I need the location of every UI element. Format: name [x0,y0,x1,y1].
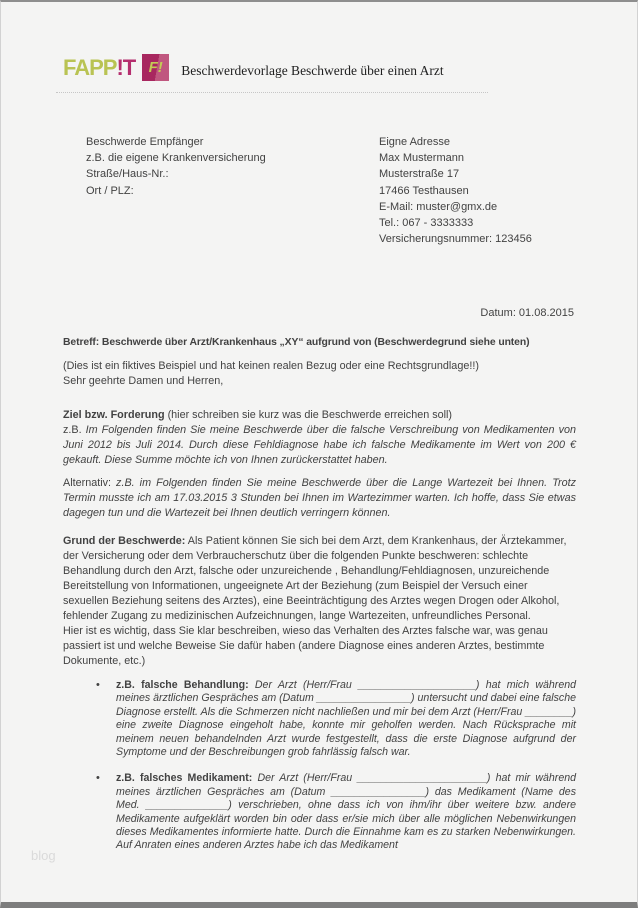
bullet-text [116,679,576,759]
bullet-lead: z.B. falsches Medikament: [116,772,253,785]
goal-example-text: Im Folgenden finden Sie meine Beschwerde über die falsche Verschreibung von Medikamenten von Juni 2012 bis Juli 2014. Durch diese Fehldiagnose habe ich falsche Medikamente im Wert von 200 € gekauft. Diese Summe möchte ich von Ihnen zurückerstattet haben. [63,424,576,466]
list-item [63,772,576,852]
logo-wordmark-green: FAPP [63,54,117,80]
goal-alternative-text: z.B. im Folgenden finden Sie meine Beschwerde über die Lange Wartezeit bei Ihnen. Trotz Termin musste ich am 17.03.2015 3 Stunden bei Ihnen im Wartezimmer warten. Ich hoffe, dass Sie etwas dagegen tun und die Wartezeit bei Ihnen deutlich verringern können. [63,477,576,519]
sender-line: Musterstraße 17 [379,168,460,181]
sender-line: Max Mustermann [379,152,464,165]
bullet-icon: • [96,679,100,691]
reason-lead: Grund der Beschwerde: [63,535,186,547]
sender-line: 17466 Testhausen [379,184,469,197]
sender-address-block [379,134,532,247]
fappit-badge-icon: F! [142,54,169,81]
goal-alternative-lead: Alternativ: [63,477,117,489]
sender-line: Versicherungsnummer: 123456 [379,233,532,246]
recipient-line: Straße/Haus-Nr.: [86,168,169,181]
goal-example-prefix: z.B. [63,424,86,436]
bullet-icon: • [96,772,100,785]
date-line: Datum: 01.08.2015 [480,307,574,319]
bullet-body: Der Arzt (Herr/Frau ______________________) hat mir während meines ärztlichen Gespräches am (Datum ________________) das Medikament (Name des Med. ______________) verschrieben, ohne dass ich von ihm/ihr über weitere bzw. andere Medikamente aufgeklärt worden bin oder dass er/sie mich über alle möglichen Nebenwirkungen dieses Medikamentes informierte hatte. Durch die Einnahme kam es zu starken Nebenwirkungen. Auf Anraten eines anderen Arztes habe ich das Medikament [116,772,577,852]
reason-note-paragraph: Hier ist es wichtig, dass Sie klar beschreiben, wieso das Verhalten des Arztes falsche war, was genau passiert ist und welche Beweise Sie dafür haben (andere Diagnose eines anderen Arztes, bestimmte Dokumente, etc.) [63,625,548,667]
fappit-logo [63,54,136,80]
reason-paragraph [63,534,576,624]
bullet-lead: z.B. falsche Behandlung: [116,679,249,691]
header-divider [56,92,488,93]
sender-line: E-Mail: muster@gmx.de [379,200,498,213]
goal-heading [63,408,576,423]
bullet-text [116,772,576,852]
example-bullet-list [63,679,576,853]
sender-line: Tel.: 067 - 3333333 [379,217,474,230]
letter-page [1,2,637,902]
recipient-line: Beschwerde Empfänger [86,136,204,148]
goal-example-paragraph [63,423,576,468]
document-title: Beschwerdevorlage Beschwerde über einen Arzt [181,62,444,78]
recipient-address-block [86,134,266,199]
sender-line: Eigne Adresse [379,136,450,148]
recipient-line: Ort / PLZ: [86,184,134,197]
subject-line: Betreff: Beschwerde über Arzt/Krankenhaus „XY“ aufgrund von (Beschwerdegrund siehe unten) [63,337,530,348]
goal-heading-lead: Ziel bzw. Forderung [63,409,165,421]
recipient-line: z.B. die eigene Krankenversicherung [86,152,266,165]
salutation-line: Sehr geehrte Damen und Herren, [63,375,224,387]
letter-body [63,335,576,866]
logo-wordmark-pink: !T [116,54,136,80]
goal-heading-hint: (hier schreiben sie kurz was die Beschwerde erreichen soll) [164,409,453,421]
list-item [63,679,576,759]
reason-body: Als Patient können Sie sich bei dem Arzt, dem Krankenhaus, der Ärztekammer, der Versicherung oder dem Verbraucherschutz über die folgenden Punkte beschweren: schlechte Behandlung durch den Arzt, falsche oder unzureichende , Behandlung/Fehldiagnosen, unzureichende Bereitstellung von Informationen, ungeeignete Art der Beziehung (zum Beispiel der Versuch einer sexuellen Beziehung seitens des Arztes), eine Beeinträchtigung des Arztes wegen Drogen oder Alkohol, fehlender Zugang zu medizinischen Aufzeichnungen, lange Wartezeiten, unfreundliches Personal. [63,535,567,622]
bullet-body: Der Arzt (Herr/Frau ____________________) hat mich während meines ärztlichen Gespräches am (Datum ________________) untersucht und dabei eine falsche Diagnose erstellt. Als die Schmerzen nicht nachließen und mir bei dem Arzt (Herr/Frau ________) eine zweite Diagnose eingeholt habe, konnte mir geholfen werden. Nach Rücksprache mit meinem neuen behandelnden Arzt wurde festgestellt, dass die erste Diagnose aufgrund der Symptome und der Beschreibungen grob fahrlässig falsch war. [116,679,576,759]
goal-alternative-paragraph [63,476,576,521]
disclaimer-line: (Dies ist ein fiktives Beispiel und hat keinen realen Bezug oder eine Rechtsgrundlage!!) [63,360,479,372]
letter-header [63,54,444,81]
watermark-text: blog [31,848,56,863]
